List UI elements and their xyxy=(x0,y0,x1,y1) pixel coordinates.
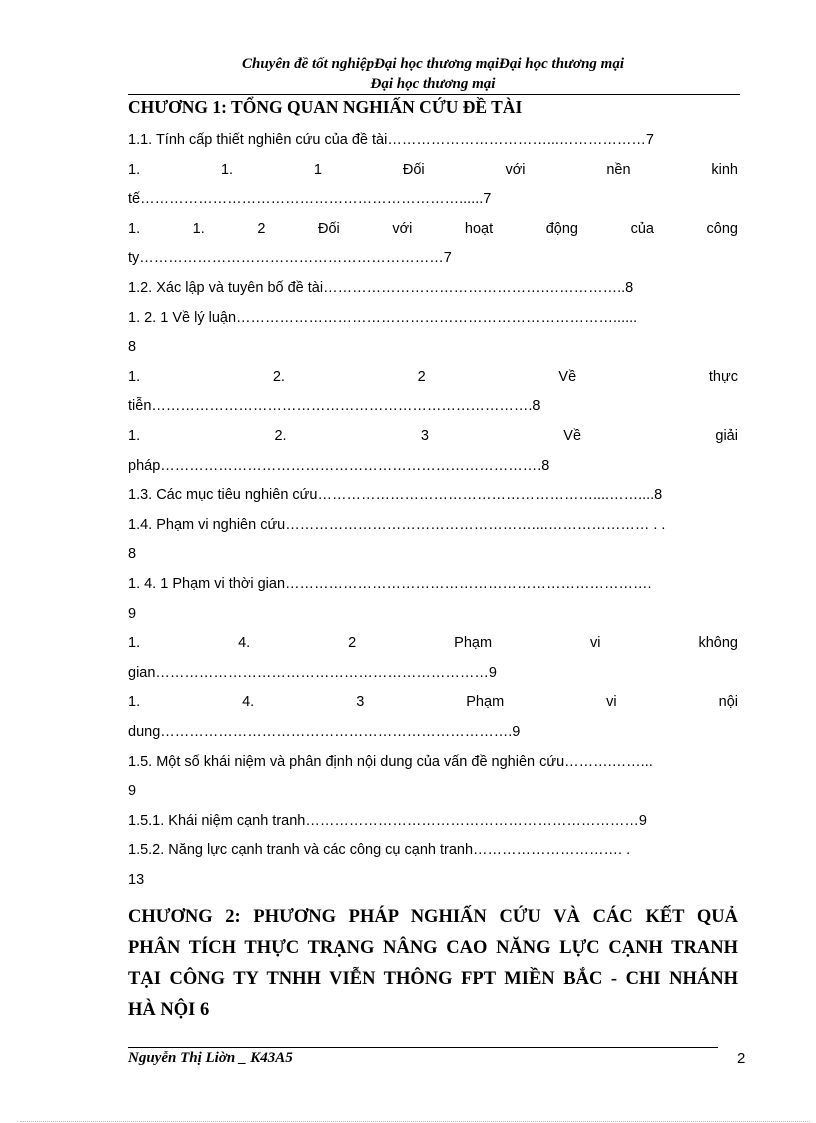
toc-line xyxy=(128,219,738,239)
toc-line: 1.5.2. Năng lực cạnh tranh và các công cụ cạnh tranh…………………………. . xyxy=(128,842,631,858)
chapter-2-title-line: HÀ NỘI 6 xyxy=(128,1000,210,1020)
toc-line: 1.3. Các mục tiêu nghiên cứu…………………………………………………....……....8 xyxy=(128,487,663,503)
toc-word: thực xyxy=(708,369,738,385)
toc-line xyxy=(128,426,738,446)
toc-word: của xyxy=(630,221,654,237)
toc-word: với xyxy=(505,162,526,178)
toc-line xyxy=(128,692,738,712)
toc-word: 1. xyxy=(128,221,141,237)
toc-word: 1. xyxy=(192,221,205,237)
toc-word: công xyxy=(706,221,738,237)
toc-line: 8 xyxy=(128,546,137,562)
toc-word: 2 xyxy=(348,635,357,651)
toc-word: với xyxy=(392,221,413,237)
toc-line: 9 xyxy=(128,783,137,799)
toc-line: 1.2. Xác lập và tuyên bố đề tài……………………………………….……………..8 xyxy=(128,280,634,296)
toc-word: 1 xyxy=(313,162,322,178)
toc-line: tiễn…………………………………………………………………….8 xyxy=(128,398,541,414)
toc-word: 3 xyxy=(420,428,429,444)
toc-word: vi xyxy=(590,635,601,651)
toc-word: Đối xyxy=(402,162,425,178)
toc-line: dung……………………………………………………………….9 xyxy=(128,724,521,740)
toc-word: Phạm xyxy=(466,694,505,710)
toc-line: 8 xyxy=(128,339,137,355)
toc-word: Về xyxy=(563,428,582,444)
toc-word: hoạt xyxy=(464,221,494,237)
toc-word: động xyxy=(545,221,578,237)
chapter-1-title: CHƯƠNG 1: TỔNG QUAN NGHIẤN CỨU ĐỀ TÀI xyxy=(128,97,523,117)
toc-line: 1.4. Phạm vi nghiên cứu……………………………………………....………………… . . xyxy=(128,517,666,533)
footer-rule xyxy=(128,1047,718,1048)
toc-line xyxy=(128,633,738,653)
footer-author: Nguyễn Thị Liờn _ K43A5 xyxy=(128,1050,293,1066)
toc-word: không xyxy=(698,635,738,651)
toc-word: 2. xyxy=(272,369,285,385)
toc-word: 1. xyxy=(128,635,141,651)
toc-line: 1.1. Tính cấp thiết nghiên cứu của đề tài……………………………...………………7 xyxy=(128,132,654,148)
running-header-line-2: Đại học thương mại xyxy=(370,76,496,92)
toc-word: Phạm xyxy=(454,635,493,651)
toc-word: Về xyxy=(558,369,577,385)
toc-line: 1. 2. 1 Về lý luận……………………………………………………………………...... xyxy=(128,310,638,326)
toc-word: 1. xyxy=(128,428,141,444)
toc-line: 9 xyxy=(128,606,137,622)
toc-word: giải xyxy=(715,428,738,444)
toc-word: 4. xyxy=(242,694,255,710)
toc-word: nền xyxy=(606,162,631,178)
chapter-2-title xyxy=(128,902,738,1026)
toc-word: 2. xyxy=(274,428,287,444)
toc-word: 2 xyxy=(257,221,266,237)
toc-word: 3 xyxy=(356,694,365,710)
page-bottom-border xyxy=(20,1121,810,1122)
toc-line: gian……………………………………………………………9 xyxy=(128,665,497,681)
header-rule xyxy=(128,94,740,95)
chapter-2-title-line: PHÂN TÍCH THỰC TRẠNG NÂNG CAO NĂNG LỰC CẠNH TRANH xyxy=(128,938,738,958)
toc-word: 1. xyxy=(220,162,234,178)
toc-line: 1.5.1. Khái niệm cạnh tranh……………………………………………………………9 xyxy=(128,813,647,829)
toc-word: vi xyxy=(606,694,617,710)
toc-line: 1.5. Một số khái niệm và phân định nội dung của vấn đề nghiên cứu……….……... xyxy=(128,754,653,770)
chapter-2-title-line: TẠI CÔNG TY TNHH VIỄN THÔNG FPT MIỀN BẮC - CHI NHÁNH xyxy=(128,969,738,989)
toc-word: Đối xyxy=(318,221,340,237)
toc-line: 1. 4. 1 Phạm vi thời gian…………………………………………………………………. xyxy=(128,576,652,592)
toc-line: pháp…………………………………………………………………….8 xyxy=(128,458,550,474)
toc-line xyxy=(128,367,738,387)
page-number: 2 xyxy=(737,1050,746,1067)
chapter-2-title-line: CHƯƠNG 2: PHƯƠNG PHÁP NGHIẤN CỨU VÀ CÁC KẾT QUẢ xyxy=(128,907,738,927)
toc-word: 2 xyxy=(417,369,426,385)
toc-word: kinh xyxy=(711,162,738,178)
running-header-line-1: Chuyên đề tốt nghiệpĐại học thương mạiĐại học thương mại xyxy=(241,56,625,72)
toc-word: nội xyxy=(718,694,738,710)
toc-line: 13 xyxy=(128,872,145,888)
toc-word: 1. xyxy=(128,694,141,710)
toc-word: 1. xyxy=(128,369,141,385)
toc-word: 4. xyxy=(238,635,251,651)
toc-line xyxy=(128,160,738,180)
toc-word: 1. xyxy=(128,162,141,178)
toc-line: ty………………………………………………………7 xyxy=(128,250,452,266)
toc-line: tế…………………………………………………………......7 xyxy=(128,191,492,207)
